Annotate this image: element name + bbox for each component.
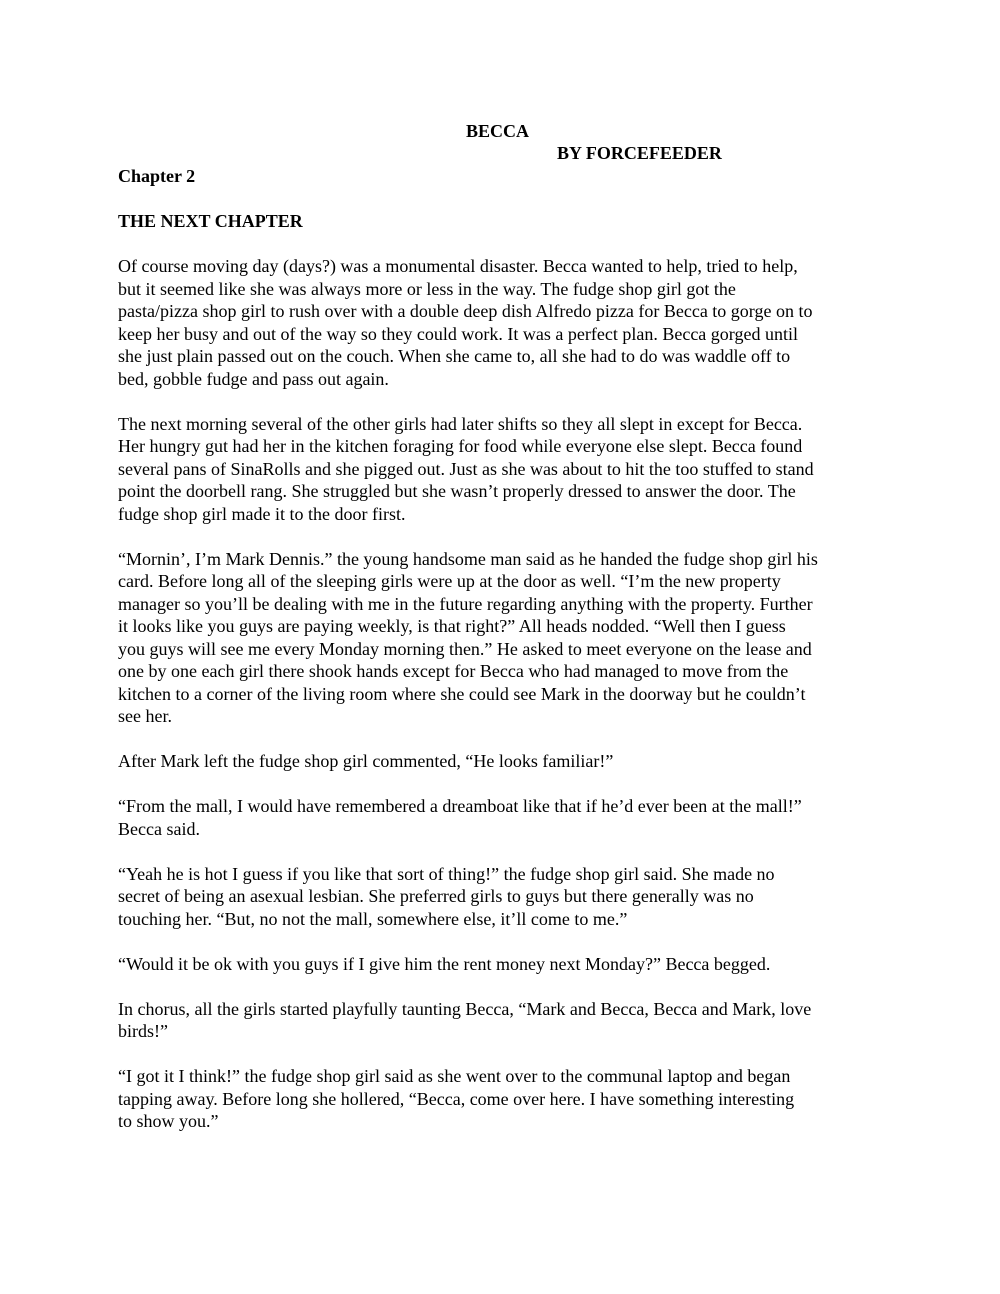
paragraph-line: see her. (118, 706, 172, 726)
story-paragraph (118, 795, 886, 840)
story-paragraph (118, 998, 886, 1043)
paragraph-line: “Mornin’, I’m Mark Dennis.” the young handsome man said as he handed the fudge shop girl his (118, 548, 818, 569)
paragraph-line: she just plain passed out on the couch. When she came to, all she had to do was waddle off to (118, 346, 791, 366)
story-paragraph (118, 750, 886, 773)
paragraph-line: manager so you’ll be dealing with me in the future regarding anything with the property. Further (118, 593, 813, 614)
paragraph-line: secret of being an asexual lesbian. She preferred girls to guys but there generally was no (118, 886, 754, 906)
paragraph-line: point the doorbell rang. She struggled but she wasn’t properly dressed to answer the door. The (118, 481, 796, 501)
paragraph-line: kitchen to a corner of the living room where she could see Mark in the doorway but he couldn’t (118, 683, 806, 704)
story-paragraph (118, 255, 886, 390)
paragraph-line: keep her busy and out of the way so they could work. It was a perfect plan. Becca gorged until (118, 323, 798, 344)
story-body (118, 255, 886, 1155)
paragraph-line: bed, gobble fudge and pass out again. (118, 368, 389, 389)
paragraph-line: In chorus, all the girls started playfully taunting Becca, “Mark and Becca, Becca and Mark, love (118, 998, 812, 1019)
paragraph-line: card. Before long all of the sleeping girls were up at the door as well. “I’m the new property (118, 571, 781, 591)
story-paragraph (118, 1065, 886, 1133)
paragraph-line: it looks like you guys are paying weekly, is that right?” All heads nodded. “Well then I guess (118, 616, 786, 636)
paragraph-line: tapping away. Before long she hollered, “Becca, come over here. I have something interesting (118, 1088, 795, 1109)
paragraph-line: fudge shop girl made it to the door first. (118, 503, 406, 524)
chapter-number: Chapter 2 (118, 166, 196, 186)
paragraph-line: “Would it be ok with you guys if I give him the rent money next Monday?” Becca begged. (118, 953, 771, 974)
story-paragraph (118, 953, 886, 976)
paragraph-line: Of course moving day (days?) was a monumental disaster. Becca wanted to help, tried to help, (118, 256, 798, 276)
paragraph-line: you guys will see me every Monday morning then.” He asked to meet everyone on the lease and (118, 638, 812, 659)
paragraph-line: “I got it I think!” the fudge shop girl said as she went over to the communal laptop and began (118, 1066, 791, 1086)
author-byline: BY FORCEFEEDER (557, 143, 722, 163)
paragraph-line: After Mark left the fudge shop girl commented, “He looks familiar!” (118, 751, 614, 771)
chapter-title: THE NEXT CHAPTER (118, 211, 303, 231)
paragraph-line: one by one each girl there shook hands except for Becca who had managed to move from the (118, 661, 789, 681)
paragraph-line: “Yeah he is hot I guess if you like that sort of thing!” the fudge shop girl said. She made no (118, 863, 775, 884)
story-paragraph (118, 548, 886, 728)
paragraph-line: “From the mall, I would have remembered a dreamboat like that if he’d ever been at the mall!” (118, 796, 802, 816)
paragraph-line: Becca said. (118, 818, 200, 839)
story-paragraph (118, 413, 886, 526)
paragraph-line: several pans of SinaRolls and she pigged out. Just as she was about to hit the too stuffed to stand (118, 458, 814, 479)
paragraph-line: to show you.” (118, 1111, 219, 1131)
paragraph-line: birds!” (118, 1021, 168, 1041)
paragraph-line: but it seemed like she was always more or less in the way. The fudge shop girl got the (118, 278, 736, 299)
paragraph-line: pasta/pizza shop girl to rush over with a double deep dish Alfredo pizza for Becca to gorge on to (118, 301, 813, 321)
paragraph-line: Her hungry gut had her in the kitchen foraging for food while everyone else slept. Becca found (118, 436, 803, 456)
paragraph-line: The next morning several of the other girls had later shifts so they all slept in except for Becca. (118, 413, 803, 434)
paragraph-line: touching her. “But, no not the mall, somewhere else, it’ll come to me.” (118, 908, 628, 929)
story-paragraph (118, 863, 886, 931)
story-title: BECCA (466, 121, 530, 141)
